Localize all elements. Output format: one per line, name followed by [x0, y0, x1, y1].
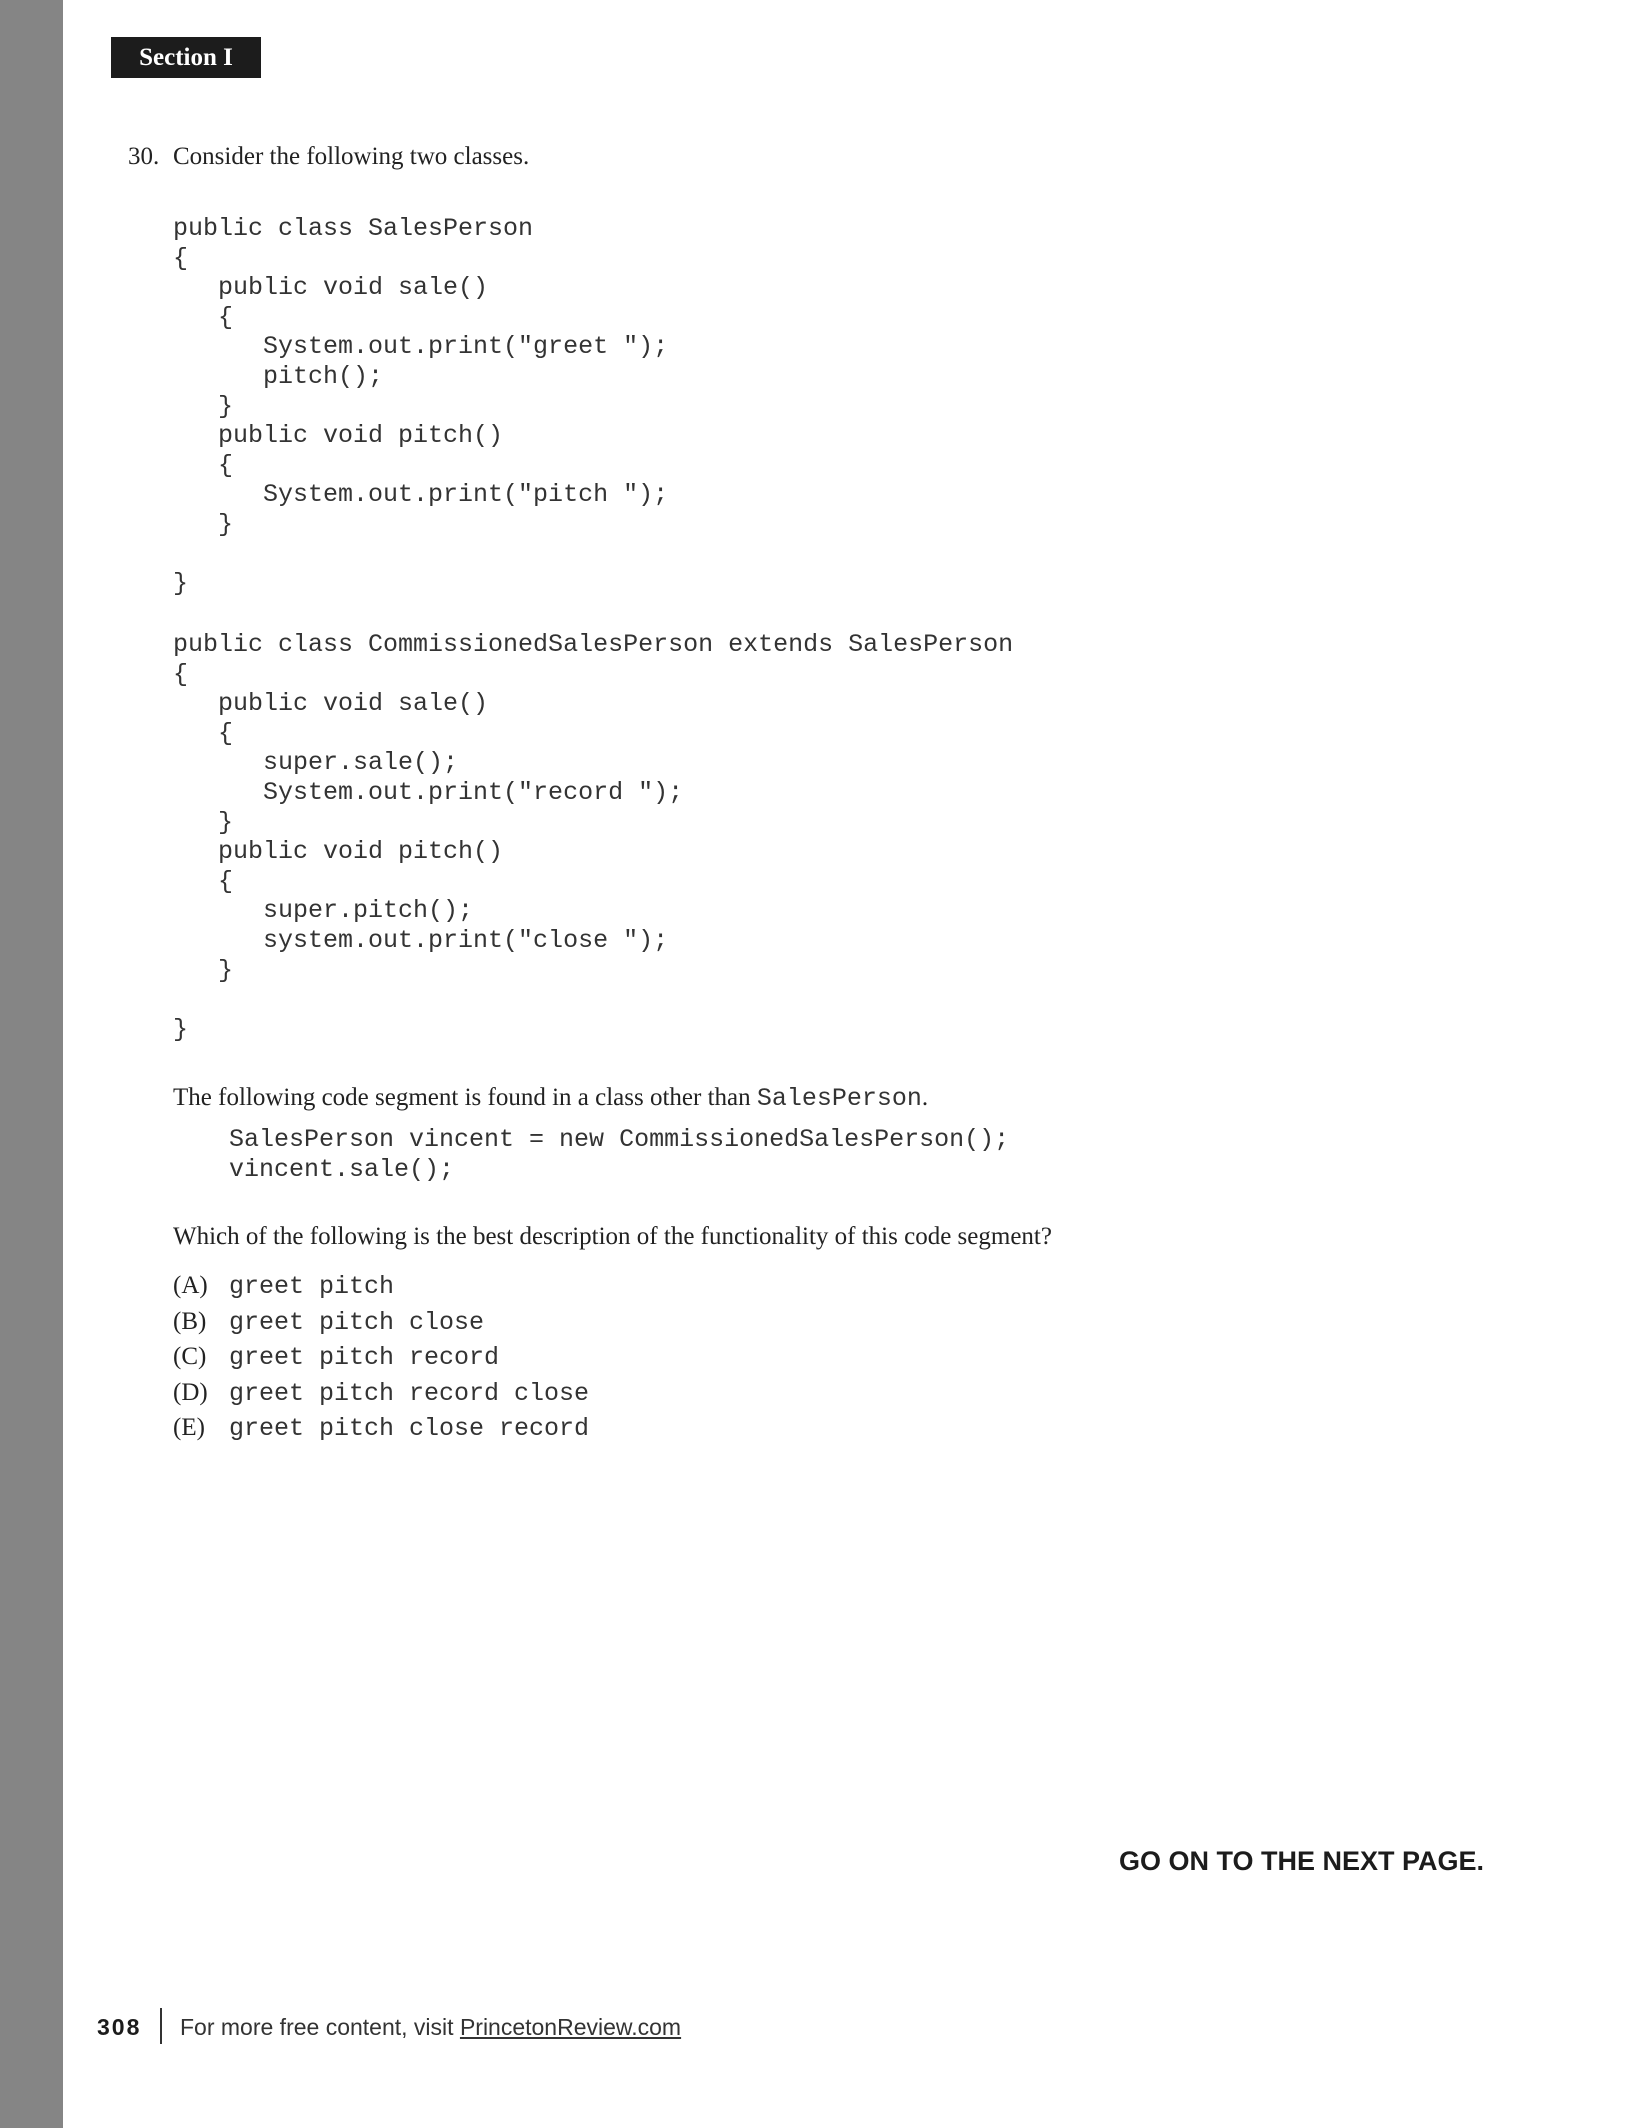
- code-line: [173, 985, 1013, 1015]
- code-line: system.out.print("close ");: [173, 925, 669, 955]
- code-line: }: [173, 807, 234, 837]
- code-line: [173, 540, 668, 570]
- code-line: pitch();: [173, 361, 384, 391]
- code-line: System.out.print("greet ");: [173, 332, 669, 362]
- code-line: }: [173, 1014, 189, 1044]
- code-line: super.sale();: [173, 748, 459, 778]
- footer-divider: [160, 2008, 162, 2044]
- code-line: {: [173, 302, 234, 332]
- answer-choice-b[interactable]: [173, 1304, 589, 1340]
- section-label: Section I: [111, 37, 261, 78]
- segment-intro-classname: SalesPerson: [756, 1084, 922, 1113]
- choice-letter: (C): [173, 1343, 207, 1370]
- choice-text: greet pitch record: [229, 1343, 500, 1372]
- code-line: System.out.print("record ");: [173, 777, 684, 807]
- answer-choice-c[interactable]: [173, 1339, 589, 1375]
- code-line: SalesPerson vincent = new CommissionedSalesPerson();: [229, 1125, 1010, 1154]
- question-prompt: Consider the following two classes.: [173, 143, 530, 170]
- segment-intro-period: .: [921, 1084, 929, 1111]
- choice-text: greet pitch: [229, 1272, 395, 1301]
- code-line: {: [173, 718, 234, 748]
- answer-choice-d[interactable]: [173, 1375, 589, 1411]
- code-line: public class SalesPerson: [173, 214, 534, 243]
- code-block-commissioned-salesperson: [173, 630, 1013, 1044]
- code-line: {: [173, 450, 234, 480]
- code-line: public class CommissionedSalesPerson extends SalesPerson: [173, 630, 1014, 659]
- go-on-notice: GO ON TO THE NEXT PAGE.: [1119, 1846, 1485, 1876]
- code-line: public void pitch(): [173, 421, 504, 451]
- choice-text: greet pitch close: [229, 1307, 485, 1337]
- answer-choice-a[interactable]: [173, 1268, 589, 1304]
- footer-note: [180, 2010, 681, 2044]
- code-line: super.pitch();: [173, 896, 474, 926]
- code-line: public void pitch(): [173, 837, 504, 867]
- code-line: {: [173, 243, 189, 273]
- choice-text: greet pitch record close: [229, 1378, 590, 1408]
- code-line: }: [173, 391, 234, 421]
- code-line: vincent.sale();: [229, 1154, 455, 1184]
- question-number: 30.: [128, 143, 160, 170]
- choice-letter: (D): [173, 1378, 208, 1406]
- answer-choice-e[interactable]: [173, 1410, 589, 1446]
- question-ask: Which of the following is the best description of the functionality of this code segment?: [173, 1223, 1052, 1250]
- code-line: }: [173, 569, 189, 599]
- code-line: }: [173, 955, 234, 985]
- page-edge-bar: [0, 0, 63, 2128]
- code-line: public void sale(): [173, 273, 489, 303]
- code-line: {: [173, 659, 189, 689]
- segment-intro-text: The following code segment is found in a class other than: [173, 1084, 757, 1111]
- choice-letter: (A): [173, 1272, 208, 1299]
- code-block-salesperson: [173, 214, 668, 599]
- code-line: }: [173, 509, 234, 539]
- choice-letter: (E): [173, 1414, 205, 1441]
- code-line: public void sale(): [173, 689, 489, 719]
- page-number: 308: [97, 2014, 142, 2040]
- choice-letter: (B): [173, 1307, 207, 1335]
- code-segment: [229, 1125, 1009, 1184]
- footer-visit-text: For more free content, visit: [180, 2014, 460, 2040]
- code-line: System.out.print("pitch ");: [173, 480, 669, 510]
- choice-text: greet pitch close record: [229, 1414, 590, 1443]
- code-line: {: [173, 866, 234, 896]
- footer-website-link[interactable]: PrincetonReview.com: [459, 2014, 682, 2040]
- segment-intro: [173, 1081, 928, 1116]
- answer-choices: [173, 1268, 589, 1446]
